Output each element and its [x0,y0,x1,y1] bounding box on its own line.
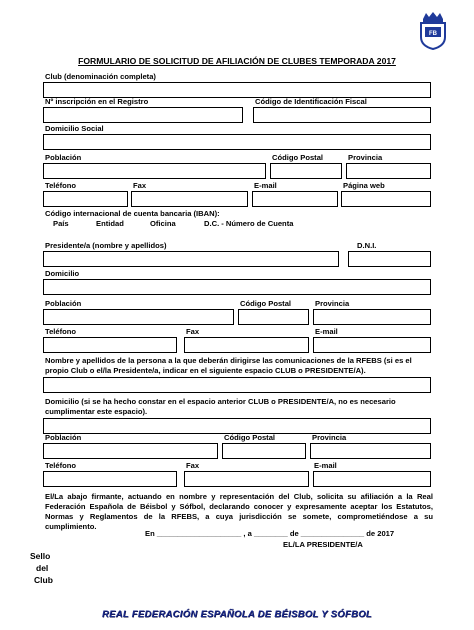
fax3-field[interactable] [184,471,309,487]
iban-country-label: País [53,219,69,228]
email2-label: E-mail [315,327,338,336]
city2-field[interactable] [43,309,234,325]
iban-dc-label: D.C. - Número de Cuenta [204,219,294,228]
club-name-field[interactable] [43,82,431,98]
email-label: E-mail [254,181,277,190]
fax3-label: Fax [186,461,200,470]
fax-field[interactable] [131,191,248,207]
email3-field[interactable] [313,471,431,487]
phone3-field[interactable] [43,471,177,487]
phone2-label: Teléfono [45,327,77,336]
president-label: Presidente/a (nombre y apellidos) [45,241,167,250]
city3-field[interactable] [43,443,218,459]
city2-label: Población [45,299,82,308]
postal-code3-label: Código Postal [224,433,276,442]
dni-label: D.N.I. [357,241,377,250]
phone-label: Teléfono [45,181,77,190]
federation-crest-icon [417,10,449,50]
province2-field[interactable] [313,309,431,325]
contact-domicile-field[interactable] [43,418,431,434]
domicile-note: Domicilio (si se ha hecho constar en el espacio anterior CLUB o PRESIDENTE/A, no es necesario cumplimentar este espacio). [45,397,396,416]
city3-label: Población [45,433,82,442]
province3-label: Provincia [312,433,347,442]
city-field[interactable] [43,163,266,179]
address-field[interactable] [43,134,431,150]
email-field[interactable] [252,191,338,207]
iban-title: Código internacional de cuenta bancaria (IBAN): [45,209,220,218]
registry-number-label: Nº inscripción en el Registro [45,97,149,106]
contact-person-field[interactable] [43,377,431,393]
domicile-field[interactable] [43,279,431,295]
fax2-field[interactable] [184,337,309,353]
phone3-label: Teléfono [45,461,77,470]
email3-label: E-mail [314,461,337,470]
signer-label: EL/LA PRESIDENTE/A [283,540,363,549]
iban-entity-label: Entidad [96,219,124,228]
tax-id-field[interactable] [253,107,431,123]
fax-label: Fax [133,181,147,190]
tax-id-label: Código de Identificación Fiscal [255,97,367,106]
registry-number-field[interactable] [43,107,243,123]
place-date-line[interactable]: En ____________________ , a ________ de _______________ de 2017 [145,529,395,538]
dni-field[interactable] [348,251,431,267]
club-name-label: Club (denominación completa) [45,72,156,81]
form-title: FORMULARIO DE SOLICITUD DE AFILIACIÓN DE CLUBES TEMPORADA 2017 [78,56,396,66]
web-label: Página web [343,181,385,190]
province-label: Provincia [348,153,383,162]
seal-label-line-3: Club [34,575,53,585]
president-field[interactable] [43,251,339,267]
contact-note: Nombre y apellidos de la persona a la que deberán dirigirse las comunicaciones de la RFEBS (si es el propio Club o el/la Presidente/a, indicar en el siguiente espacio CLUB o PRESIDENTE/A). [45,356,412,375]
iban-office-label: Oficina [150,219,176,228]
province2-label: Provincia [315,299,350,308]
email2-field[interactable] [313,337,431,353]
postal-code-label: Código Postal [272,153,324,162]
postal-code-field[interactable] [270,163,342,179]
phone2-field[interactable] [43,337,177,353]
postal-code2-label: Código Postal [240,299,292,308]
province3-field[interactable] [310,443,431,459]
seal-label-line-1: Sello [30,551,51,561]
postal-code2-field[interactable] [238,309,309,325]
svg-text:FB: FB [429,31,437,37]
federation-footer: REAL FEDERACIÓN ESPAÑOLA DE BÉISBOL Y SÓFBOL [101,609,373,620]
address-label: Domicilio Social [45,124,104,133]
postal-code3-field[interactable] [222,443,306,459]
province-field[interactable] [346,163,431,179]
seal-label-line-2: del [36,563,49,573]
web-field[interactable] [341,191,431,207]
domicile-label: Domicilio [45,269,80,278]
city-label: Población [45,153,82,162]
declaration-text: El/La abajo firmante, actuando en nombre y representación del Club, solicita su afiliación a la Real Federación Española de Béisbol y Sófbol, declarando conocer y expresamente aceptar los Estatutos, Normas y Reglamentos de la RFEBS, a cuya jurisdicción se somete, comprometiéndose a su cumplimiento. [45,492,433,531]
phone-field[interactable] [43,191,128,207]
fax2-label: Fax [186,327,200,336]
